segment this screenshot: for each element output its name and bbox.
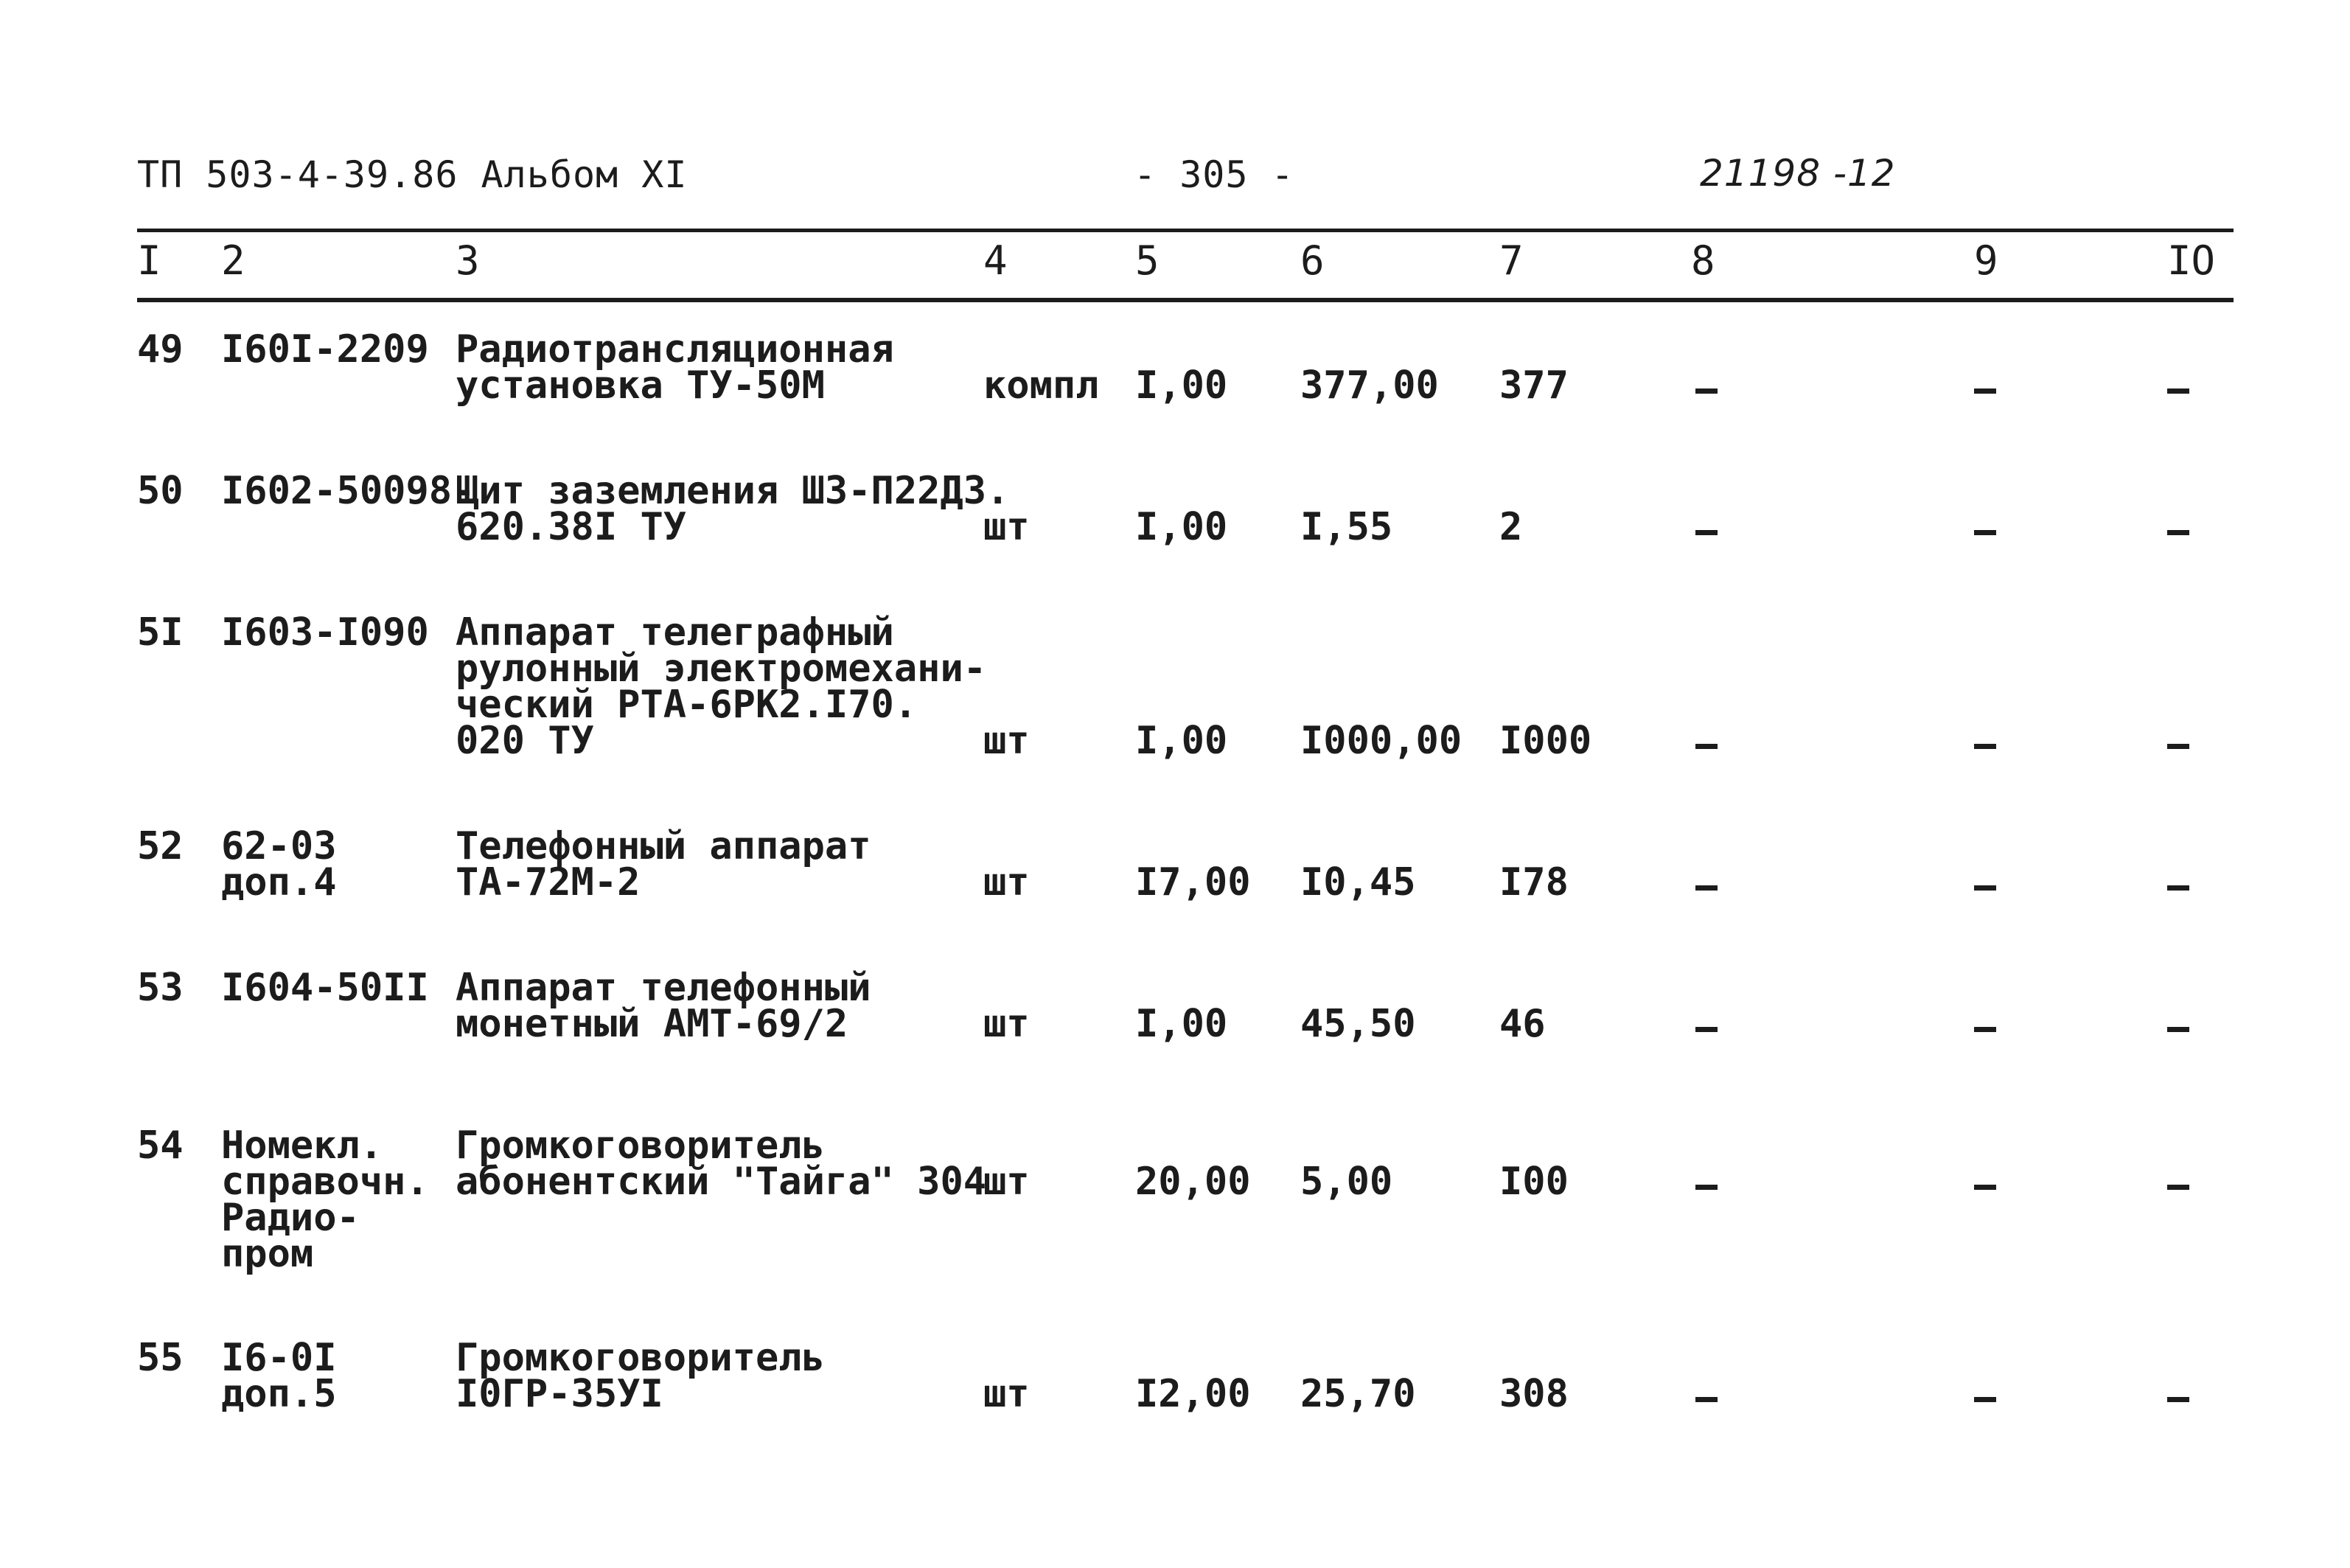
row-unit-price: 377,00 bbox=[1300, 363, 1439, 408]
table-top-rule bbox=[137, 229, 2234, 232]
row-code: I602-50098- bbox=[221, 469, 475, 513]
row-code: справочн. bbox=[221, 1160, 429, 1204]
row-col9-dash bbox=[1974, 1027, 1996, 1032]
column-number-7: 7 bbox=[1499, 237, 1524, 284]
row-col8-dash bbox=[1695, 530, 1718, 535]
row-quantity: I,00 bbox=[1135, 363, 1228, 408]
column-number-4: 4 bbox=[983, 237, 1008, 284]
row-col8-dash bbox=[1695, 744, 1718, 749]
column-number-5: 5 bbox=[1135, 237, 1160, 284]
row-unit-price: 5,00 bbox=[1300, 1160, 1393, 1204]
row-total: 46 bbox=[1499, 1002, 1546, 1046]
column-number-9: 9 bbox=[1974, 237, 1998, 284]
row-unit-price: 25,70 bbox=[1300, 1372, 1416, 1416]
row-number: 54 bbox=[137, 1123, 184, 1168]
row-name: I0ГР-35УI bbox=[456, 1372, 663, 1416]
row-total: 377 bbox=[1499, 363, 1569, 408]
row-col10-dash bbox=[2167, 1027, 2189, 1032]
column-number-8: 8 bbox=[1691, 237, 1715, 284]
row-name: 620.38I ТУ bbox=[456, 505, 687, 549]
row-number: 53 bbox=[137, 966, 184, 1010]
row-code: I6-0I bbox=[221, 1336, 337, 1380]
row-number: 55 bbox=[137, 1336, 184, 1380]
row-number: 5I bbox=[137, 610, 184, 655]
row-col8-dash bbox=[1695, 1027, 1718, 1032]
page-number: - 305 - bbox=[1134, 153, 1294, 196]
row-unit: шт bbox=[983, 1372, 1030, 1416]
row-unit-price: I0,45 bbox=[1300, 860, 1416, 905]
row-code: 62-03 bbox=[221, 824, 337, 868]
row-name: монетный АМТ-69/2 bbox=[456, 1002, 848, 1046]
row-name: рулонный электромехани- bbox=[456, 647, 987, 691]
row-name: Громкоговоритель bbox=[456, 1336, 825, 1380]
row-name: Телефонный аппарат bbox=[456, 824, 871, 868]
row-name: абонентский "Тайга" 304 bbox=[456, 1160, 987, 1204]
row-col10-dash bbox=[2167, 530, 2189, 535]
row-quantity: I,00 bbox=[1135, 505, 1228, 549]
row-total: 2 bbox=[1499, 505, 1523, 549]
row-quantity: I,00 bbox=[1135, 1002, 1228, 1046]
column-number-2: 2 bbox=[221, 237, 245, 284]
document-title: ТП 503-4-39.86 Альбом XI bbox=[137, 153, 688, 196]
row-name: ческий РТА-6РК2.I70. bbox=[456, 683, 918, 727]
row-col8-dash bbox=[1695, 1397, 1718, 1402]
row-code: доп.5 bbox=[221, 1372, 337, 1416]
row-unit: шт bbox=[983, 860, 1030, 905]
row-name: 020 ТУ bbox=[456, 719, 594, 763]
row-col9-dash bbox=[1974, 885, 1996, 891]
column-number-1: I bbox=[137, 237, 161, 284]
row-number: 50 bbox=[137, 469, 184, 513]
row-total: I00 bbox=[1499, 1160, 1569, 1204]
table-header-rule bbox=[137, 298, 2234, 302]
row-col8-dash bbox=[1695, 885, 1718, 891]
row-number: 52 bbox=[137, 824, 184, 868]
handwritten-note: 21198 -12 bbox=[1700, 152, 1896, 195]
row-name: Щит заземления ШЗ-П22ДЗ. bbox=[456, 469, 1010, 513]
row-unit: компл bbox=[983, 363, 1099, 408]
row-col9-dash bbox=[1974, 1185, 1996, 1190]
row-name: ТА-72М-2 bbox=[456, 860, 641, 905]
row-code: доп.4 bbox=[221, 860, 337, 905]
row-number: 49 bbox=[137, 327, 184, 372]
row-col9-dash bbox=[1974, 530, 1996, 535]
row-unit: шт bbox=[983, 1160, 1030, 1204]
row-total: 308 bbox=[1499, 1372, 1569, 1416]
row-name: Аппарат телефонный bbox=[456, 966, 871, 1010]
row-unit-price: I,55 bbox=[1300, 505, 1393, 549]
row-code: Радио- bbox=[221, 1196, 360, 1240]
row-quantity: I7,00 bbox=[1135, 860, 1251, 905]
row-quantity: 20,00 bbox=[1135, 1160, 1251, 1204]
row-col8-dash bbox=[1695, 388, 1718, 394]
column-number-3: 3 bbox=[456, 237, 480, 284]
row-name: Радиотрансляционная bbox=[456, 327, 894, 372]
row-total: I78 bbox=[1499, 860, 1569, 905]
row-col9-dash bbox=[1974, 388, 1996, 394]
row-col10-dash bbox=[2167, 744, 2189, 749]
row-col10-dash bbox=[2167, 1397, 2189, 1402]
row-name: Аппарат телеграфный bbox=[456, 610, 894, 655]
row-unit: шт bbox=[983, 505, 1030, 549]
column-number-10: IO bbox=[2167, 237, 2216, 284]
row-col9-dash bbox=[1974, 1397, 1996, 1402]
row-col10-dash bbox=[2167, 388, 2189, 394]
row-quantity: I2,00 bbox=[1135, 1372, 1251, 1416]
column-number-6: 6 bbox=[1300, 237, 1325, 284]
row-col8-dash bbox=[1695, 1185, 1718, 1190]
row-total: I000 bbox=[1499, 719, 1592, 763]
row-code: I604-50II bbox=[221, 966, 429, 1010]
row-unit-price: 45,50 bbox=[1300, 1002, 1416, 1046]
row-name: Громкоговоритель bbox=[456, 1123, 825, 1168]
row-code: Номекл. bbox=[221, 1123, 383, 1168]
row-col9-dash bbox=[1974, 744, 1996, 749]
row-code: пром bbox=[221, 1232, 314, 1276]
row-col10-dash bbox=[2167, 1185, 2189, 1190]
row-quantity: I,00 bbox=[1135, 719, 1228, 763]
row-unit-price: I000,00 bbox=[1300, 719, 1462, 763]
row-code: I60I-2209 bbox=[221, 327, 429, 372]
row-unit: шт bbox=[983, 1002, 1030, 1046]
row-code: I603-I090 bbox=[221, 610, 429, 655]
row-col10-dash bbox=[2167, 885, 2189, 891]
row-unit: шт bbox=[983, 719, 1030, 763]
row-name: установка ТУ-50М bbox=[456, 363, 825, 408]
